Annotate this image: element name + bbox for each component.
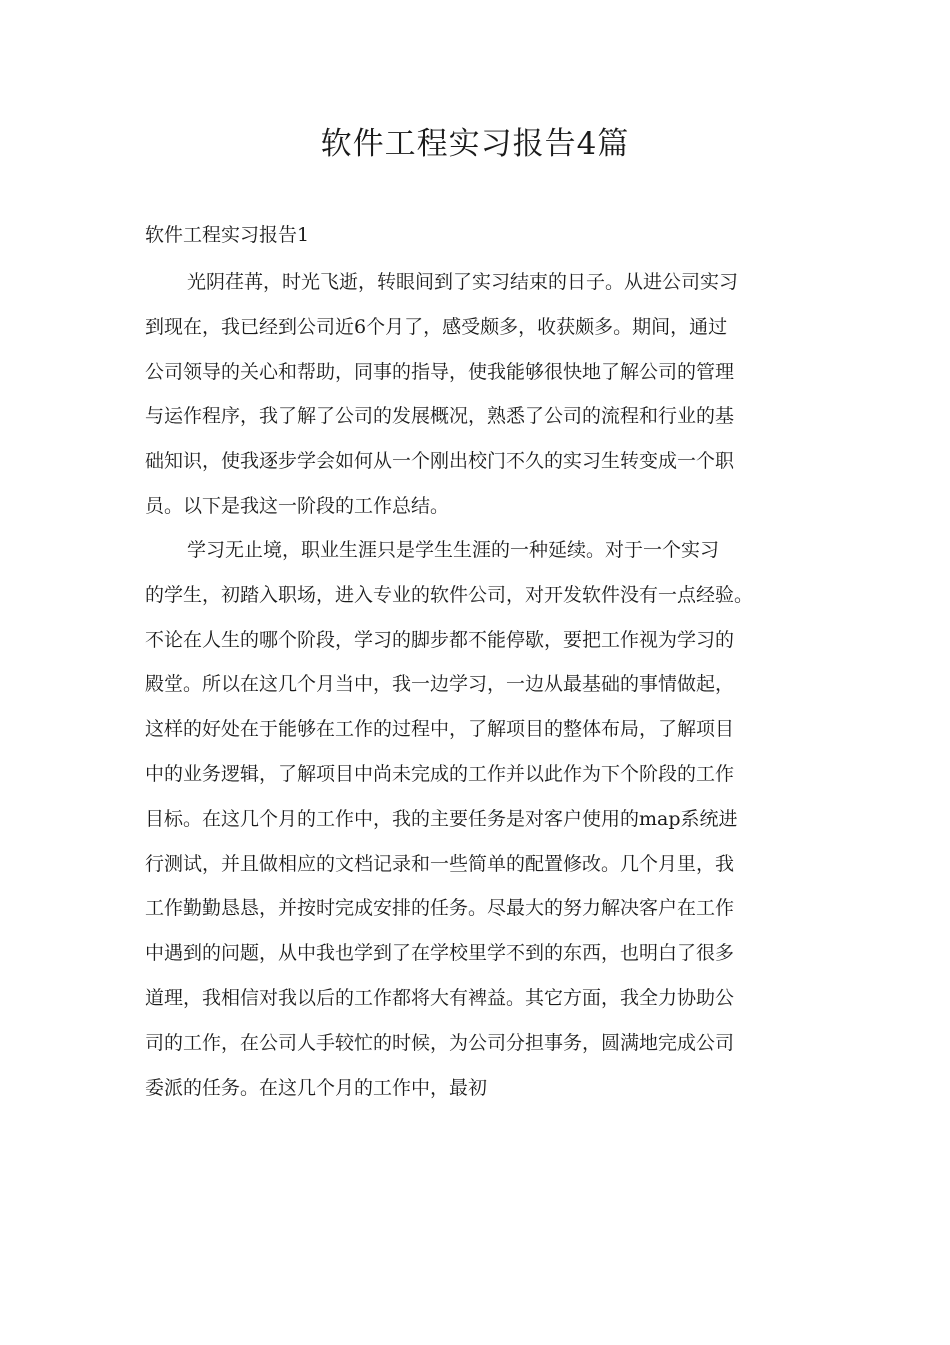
- paragraph-line: 中的业务逻辑，了解项目中尚未完成的工作并以此作为下个阶段的工作: [145, 762, 735, 785]
- paragraph-line: 光阴荏苒，时光飞逝，转眼间到了实习结束的日子。从进公司实习: [187, 271, 739, 293]
- paragraph-line: 与运作程序，我了解了公司的发展概况，熟悉了公司的流程和行业的基: [145, 405, 735, 428]
- paragraph-line: 行测试，并且做相应的文档记录和一些简单的配置修改。几个月里，我: [145, 852, 735, 875]
- paragraph-line: 不论在人生的哪个阶段，学习的脚步都不能停歇，要把工作视为学习的: [145, 628, 735, 651]
- paragraph-line: 到现在，我已经到公司近6个月了，感受颇多，收获颇多。期间，通过: [145, 315, 728, 338]
- paragraph-line: 殿堂。所以在这几个月当中，我一边学习，一边从最基础的事情做起，: [145, 673, 735, 696]
- paragraph-line: 的学生，初踏入职场，进入专业的软件公司，对开发软件没有一点经验。: [145, 583, 754, 606]
- paragraph-line: 这样的好处在于能够在工作的过程中，了解项目的整体布局，了解项目: [145, 718, 735, 741]
- paragraph-2: [145, 528, 805, 1110]
- paragraph-line: 学习无止境，职业生涯只是学生生涯的一种延续。对于一个实习: [187, 539, 720, 561]
- paragraph-line: 目标。在这几个月的工作中，我的主要任务是对客户使用的map系统进: [145, 807, 738, 830]
- paragraph-line: 公司领导的关心和帮助，同事的指导，使我能够很快地了解公司的管理: [145, 360, 735, 383]
- paragraph-line: 道理，我相信对我以后的工作都将大有裨益。其它方面，我全力协助公: [145, 986, 735, 1009]
- paragraph-line: 础知识，使我逐步学会如何从一个刚出校门不久的实习生转变成一个职: [145, 450, 735, 473]
- document-title: 软件工程实习报告4篇: [320, 126, 630, 162]
- paragraph-1: [145, 260, 805, 529]
- paragraph-line: 司的工作，在公司人手较忙的时候，为公司分担事务，圆满地完成公司: [145, 1031, 735, 1054]
- paragraph-line: 工作勤勤恳恳，并按时完成安排的任务。尽最大的努力解决客户在工作: [145, 897, 735, 920]
- paragraph-line: 委派的任务。在这几个月的工作中，最初: [145, 1076, 488, 1099]
- section-heading: 软件工程实习报告1: [145, 224, 310, 246]
- paragraph-line: 员。以下是我这一阶段的工作总结。: [145, 494, 450, 517]
- paragraph-line: 中遇到的问题，从中我也学到了在学校里学不到的东西，也明白了很多: [145, 942, 735, 965]
